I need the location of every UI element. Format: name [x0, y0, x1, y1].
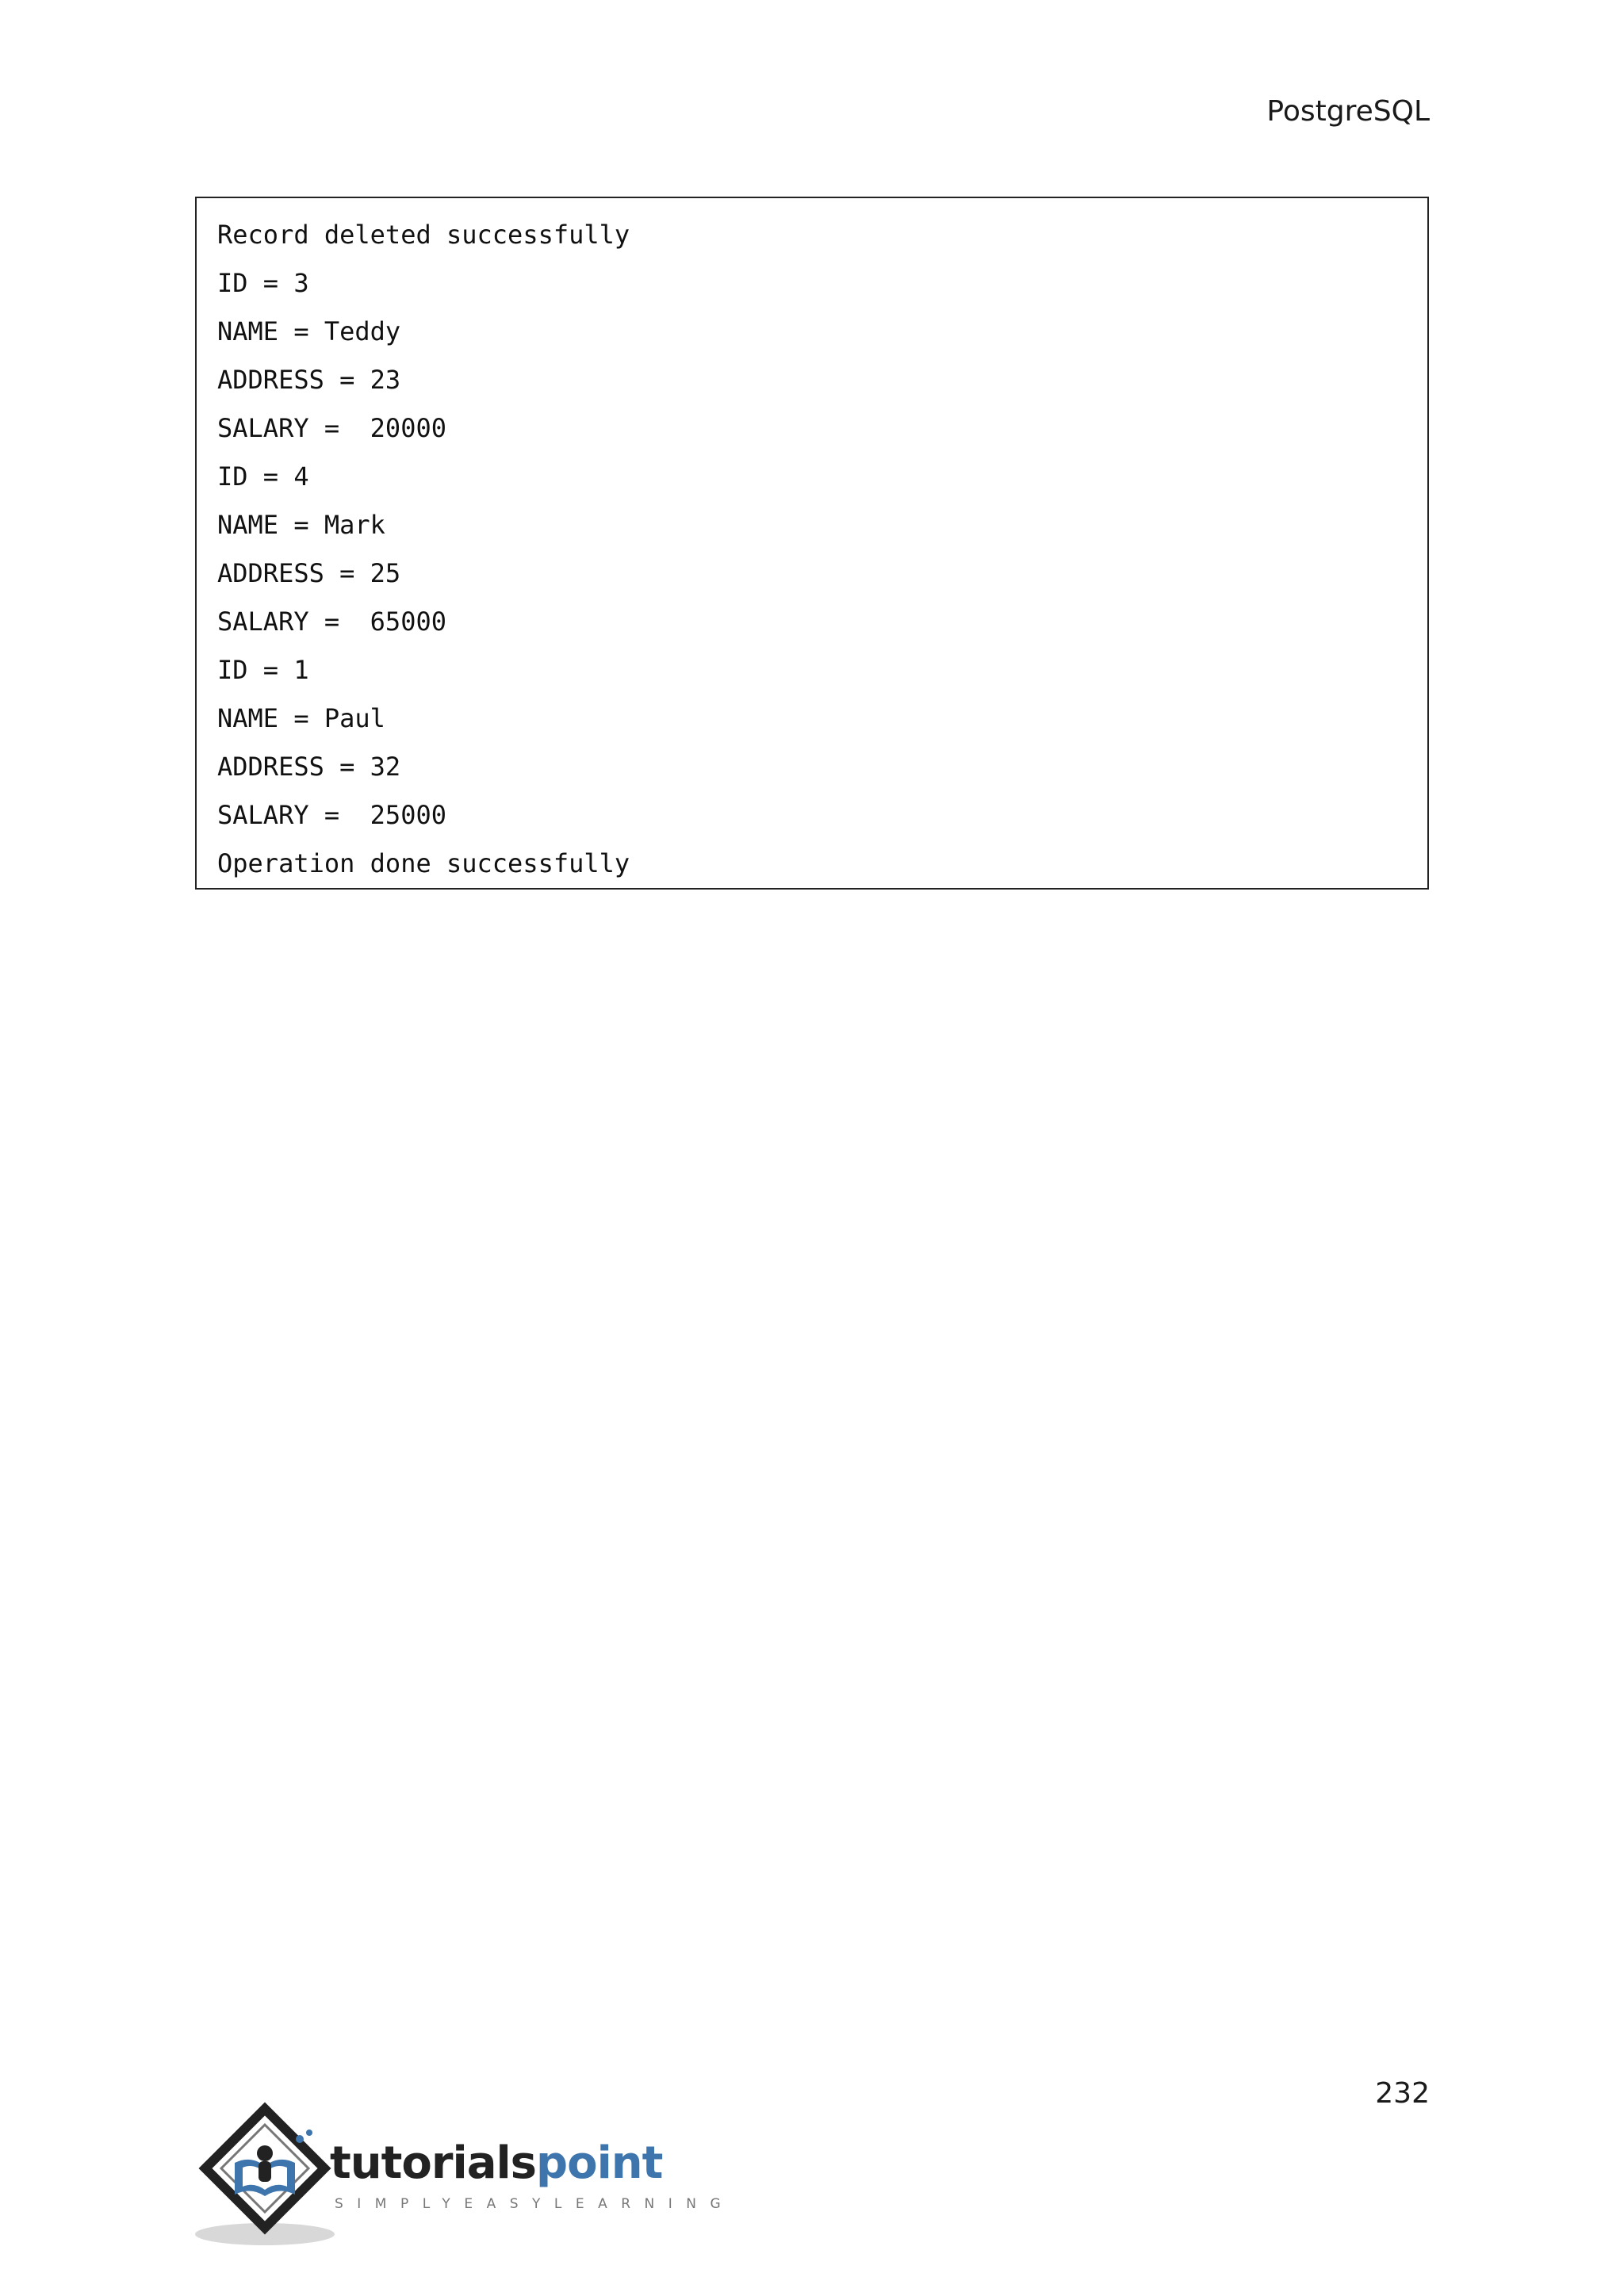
code-line: SALARY = 25000 [217, 800, 446, 830]
tutorialspoint-logo-icon [193, 2101, 336, 2260]
code-line: ADDRESS = 32 [217, 752, 401, 782]
page-number: 232 [1375, 2077, 1430, 2110]
brand-name-part1: tutorials [330, 2137, 537, 2189]
code-line: ID = 4 [217, 461, 309, 492]
code-line: NAME = Paul [217, 703, 385, 733]
tutorialspoint-logo [193, 2101, 735, 2260]
code-line: Operation done successfully [217, 848, 630, 878]
code-line: ID = 1 [217, 655, 309, 685]
code-line: Record deleted successfully [217, 220, 630, 250]
code-line: ID = 3 [217, 268, 309, 298]
code-line: NAME = Teddy [217, 316, 401, 346]
brand-name [330, 2137, 662, 2189]
brand-tagline: SIMPLYEASYLEARNING [335, 2196, 735, 2212]
code-line: SALARY = 65000 [217, 607, 446, 637]
code-line: ADDRESS = 25 [217, 558, 401, 588]
code-line: NAME = Mark [217, 510, 385, 540]
running-header: PostgreSQL [1266, 95, 1430, 128]
brand-name-part2: point [536, 2137, 663, 2189]
code-output-box [195, 197, 1429, 890]
code-line: ADDRESS = 23 [217, 365, 401, 395]
code-line: SALARY = 20000 [217, 413, 446, 443]
